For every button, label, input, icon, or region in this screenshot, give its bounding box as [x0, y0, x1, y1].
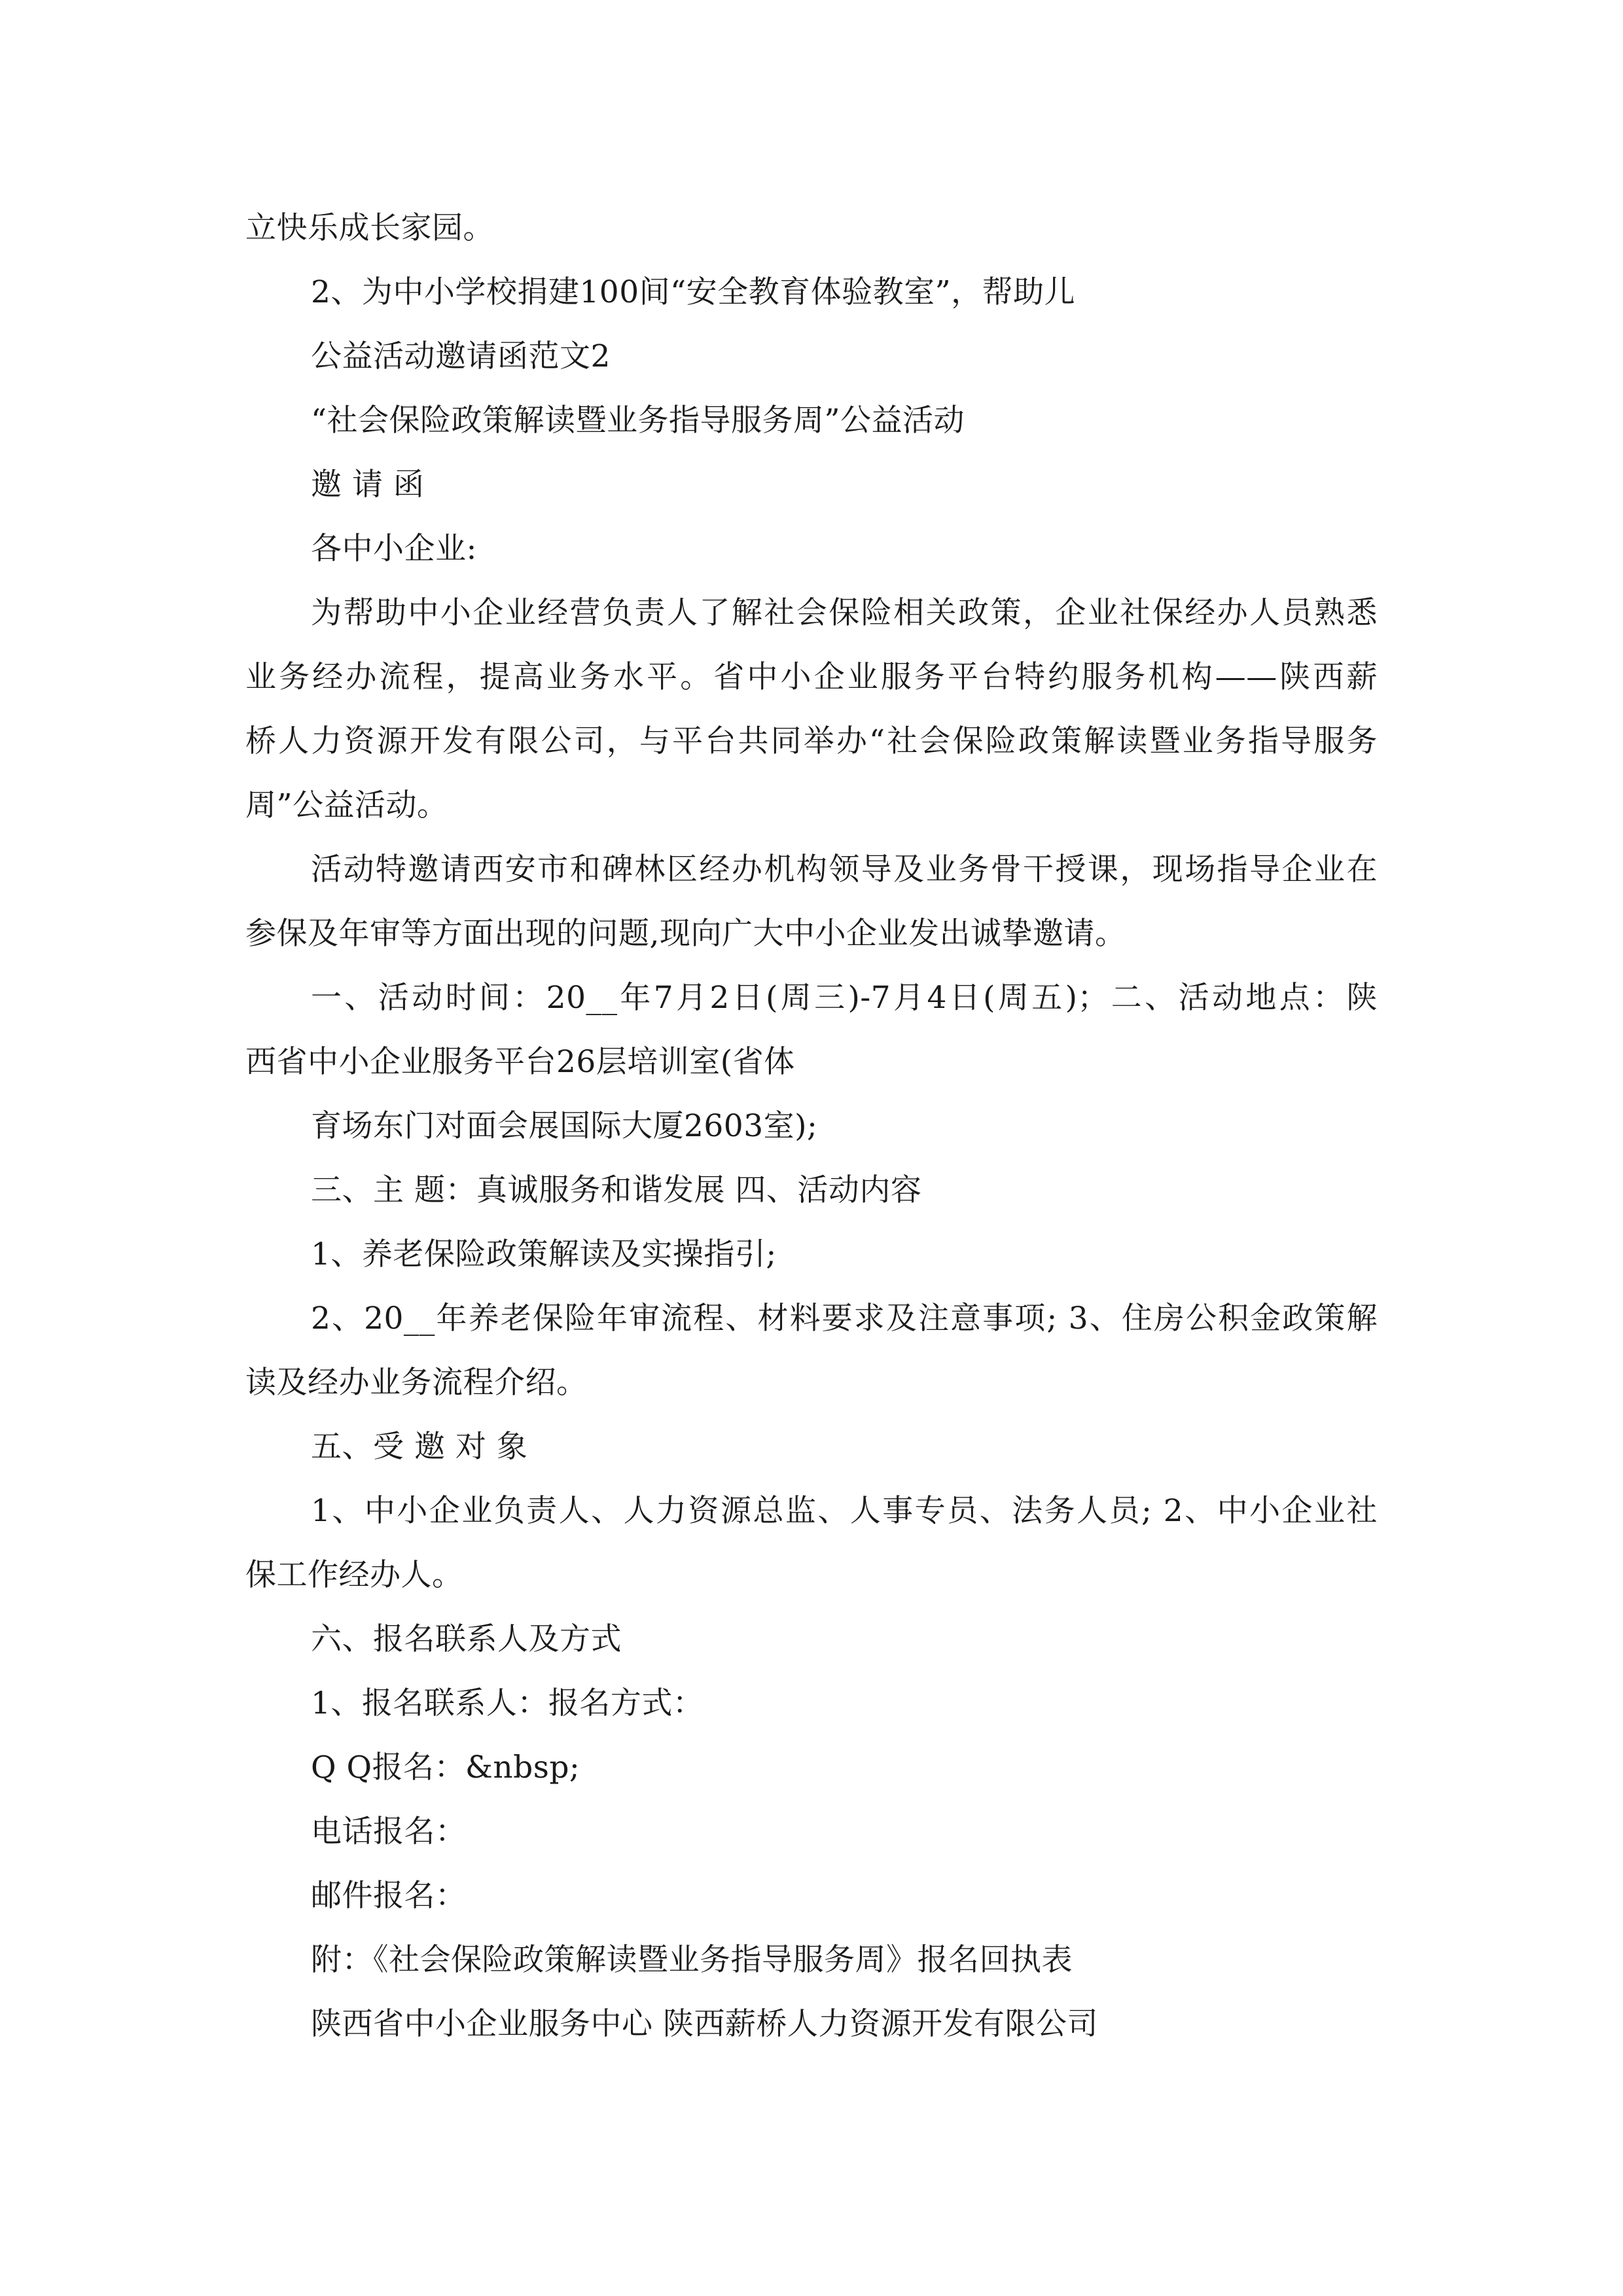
text-line: 各中小企业: — [311, 531, 477, 567]
text-line: 三、主 题：真诚服务和谐发展 四、活动内容 — [311, 1172, 922, 1208]
text-line: Q Q报名：&nbsp; — [311, 1749, 580, 1785]
text-line: 周”公益活动。 — [245, 787, 448, 823]
text-line: 1、报名联系人：报名方式： — [311, 1685, 704, 1721]
text-line: 1、养老保险政策解读及实操指引; — [311, 1236, 777, 1272]
text-line: 育场东门对面会展国际大厦2603室); — [311, 1108, 818, 1144]
text-line: 电话报名： — [311, 1814, 467, 1850]
text-line: 1、中小企业负责人、人力资源总监、人事专员、法务人员; 2、中小企业社 — [311, 1493, 1378, 1529]
text-line: 附：《社会保险政策解读暨业务指导服务周》报名回执表 — [311, 1942, 1073, 1978]
text-line: 立快乐成长家园。 — [245, 210, 494, 246]
text-line: 桥人力资源开发有限公司，与平台共同举办“社会保险政策解读暨业务指导服务 — [245, 723, 1378, 759]
document-body — [245, 196, 1378, 2056]
text-line: 五、受 邀 对 象 — [311, 1429, 528, 1465]
text-line: “社会保险政策解读暨业务指导服务周”公益活动 — [311, 403, 965, 439]
text-line: 参保及年审等方面出现的问题,现向广大中小企业发出诚挚邀请。 — [245, 916, 1126, 952]
text-line: 邮件报名： — [311, 1878, 467, 1914]
text-line: 2、20__年养老保险年审流程、材料要求及注意事项; 3、住房公积金政策解 — [311, 1300, 1378, 1336]
text-line: 西省中小企业服务平台26层培训室(省体 — [245, 1044, 795, 1080]
text-line: 陕西省中小企业服务中心 陕西薪桥人力资源开发有限公司 — [311, 2006, 1098, 2042]
text-line: 2、为中小学校捐建100间“安全教育体验教室”，帮助儿 — [311, 274, 1076, 310]
text-line: 活动特邀请西安市和碑林区经办机构领导及业务骨干授课，现场指导企业在 — [311, 852, 1378, 888]
text-line: 保工作经办人。 — [245, 1557, 463, 1593]
text-line: 六、报名联系人及方式 — [311, 1621, 622, 1657]
text-line: 业务经办流程，提高业务水平。省中小企业服务平台特约服务机构——陕西薪 — [245, 659, 1378, 695]
text-line: 读及经办业务流程介绍。 — [245, 1365, 588, 1401]
text-line: 邀 请 函 — [311, 467, 425, 503]
text-line: 为帮助中小企业经营负责人了解社会保险相关政策，企业社保经办人员熟悉 — [311, 595, 1378, 631]
text-line: 一、活动时间：20__年7月2日(周三)-7月4日(周五)；二、活动地点：陕 — [311, 980, 1378, 1016]
text-line: 公益活动邀请函范文2 — [311, 338, 611, 374]
